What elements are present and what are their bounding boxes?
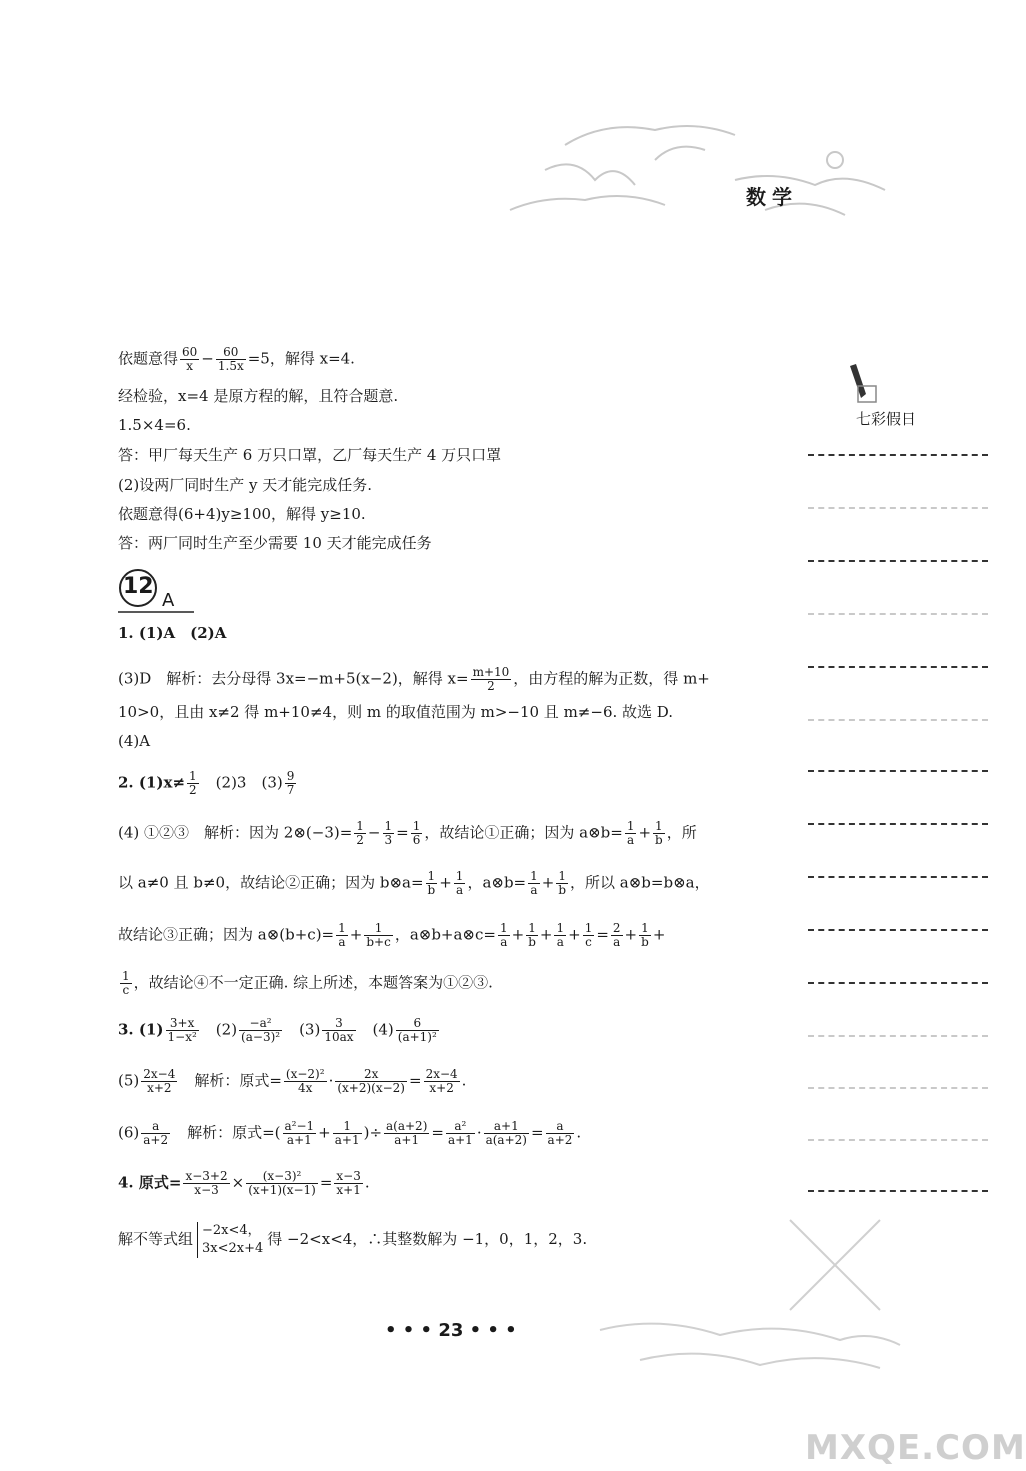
note-line xyxy=(808,1139,988,1141)
text-line: 解不等式组 −2x<4， 3x<2x+4 得 −2<x<4，∴其整数解为 −1，0，1，2，3. xyxy=(118,1223,588,1256)
note-line xyxy=(808,666,988,668)
text-line: (6) $\frac{a}{a+2}$ 解析：原式=( $\frac{\text{a²−1}}{a+1}$ + $\frac{1}{a+1}$ )÷ $\frac{a(a+2)}{a+1}$ = $\frac{\text{a²}}{a+1}$ · $\frac{a+1}{a(a+2)}$ = $\frac{a}{a+2}$ . xyxy=(118,1119,582,1147)
note-line xyxy=(808,613,988,615)
note-line xyxy=(808,770,988,772)
footer-ornament xyxy=(600,1200,900,1380)
text-line: 依题意得 $\frac{60}{x}$ − $\frac{60}{1.5x}$ =5，解得 x=4. xyxy=(118,345,355,373)
text-line: (2)设两厂同时生产 y 天才能完成任务. xyxy=(118,476,373,494)
note-line xyxy=(808,929,988,931)
text-line: $\frac{1}{c}$ ，故结论④不一定正确. 综上所述，本题答案为①②③. xyxy=(122,969,493,997)
watermark: MXQE.COM xyxy=(805,1428,1026,1468)
question-1: 1. (1)A (2)A xyxy=(118,624,227,642)
section-part: A xyxy=(162,590,175,611)
section-badge xyxy=(116,566,196,618)
note-line xyxy=(808,1190,988,1192)
note-line xyxy=(808,982,988,984)
inequality-system: −2x<4， 3x<2x+4 xyxy=(197,1222,263,1258)
note-line xyxy=(808,1035,988,1037)
header-ornament xyxy=(505,100,895,240)
text-line: 1.5×4=6. xyxy=(118,416,191,434)
text-line: (3)D 解析：去分母得 3x=−m+5(x−2)，解得 x= $\frac{m+10}{2}$ ，由方程的解为正数，得 m+ xyxy=(118,665,710,693)
note-line xyxy=(808,507,988,509)
note-line xyxy=(808,1087,988,1089)
text-line: 答：甲厂每天生产 6 万只口罩，乙厂每天生产 4 万只口罩 xyxy=(118,446,502,464)
note-line xyxy=(808,823,988,825)
text-line: (4) ①②③ 解析：因为 2⊗(−3)= $\frac{1}{2}$ − $\frac{1}{3}$ = $\frac{1}{6}$ ，故结论①正确；因为 a⊗b= $\frac{1}{a}$ + $\frac{1}{b}$ ，所 xyxy=(118,819,697,847)
question-2: 2. (1)x≠ $\frac{1}{2}$ (2)3 (3) $\frac{9}{7}$ xyxy=(118,769,295,797)
text-line: 以 a≠0 且 b≠0，故结论②正确；因为 b⊗a= $\frac{1}{b}$ + $\frac{1}{a}$ ，a⊗b= $\frac{1}{a}$ + $\frac{1}{b}$ ，所以 a⊗b=b⊗a， xyxy=(118,869,710,897)
text-line: 故结论③正确；因为 a⊗(b+c)= $\frac{1}{a}$ + $\frac{1}{b+c}$ ，a⊗b+a⊗c= $\frac{1}{a}$ + $\frac{1}{b}$ + $\frac{1}{a}$ + $\frac{1}{c}$ = $\frac{2}{a}$ + $\frac{1}{b}$ + xyxy=(118,921,666,949)
subject-title: 数学 xyxy=(746,185,798,209)
text-line: 经检验，x=4 是原方程的解，且符合题意. xyxy=(118,387,399,405)
text-line: 答：两厂同时生产至少需要 10 天才能完成任务 xyxy=(118,534,432,552)
section-number: 12 xyxy=(123,574,154,599)
text-line: 10>0，且由 x≠2 得 m+10≠4，则 m 的取值范围为 m>−10 且 m≠−6. 故选 D. xyxy=(118,703,674,721)
text-line: (4)A xyxy=(118,732,151,750)
note-line xyxy=(808,560,988,562)
page-number: • • • 23 • • • xyxy=(385,1320,517,1341)
question-4: 4. 原式= $\frac{x-3+2}{x-3}$ × $\frac{\text{(x−3)²}}{(x+1)(x-1)}$ = $\frac{x-3}{x+1}$ . xyxy=(118,1169,370,1197)
sidebar-brand: 七彩假日 xyxy=(856,410,917,428)
note-line xyxy=(808,454,988,456)
text-line: 依题意得(6+4)y≥100，解得 y≥10. xyxy=(118,505,366,523)
note-line xyxy=(808,876,988,878)
text-line: (5) $\frac{2x-4}{x+2}$ 解析：原式= $\frac{\text{(x−2)²}}{4x}$ · $\frac{2x}{(x+2)(x-2)}$ = $\frac{2x-4}{x+2}$ . xyxy=(118,1067,467,1095)
pen-icon xyxy=(846,364,878,404)
question-3: 3. (1) $\frac{3+x}{\text{1−x²}}$ (2) $\frac{\text{−a²}}{\text{(a−3)²}}$ (3) $\frac{3}{10ax}$ (4) $\frac{6}{\text{(a+1)²}}$ xyxy=(118,1016,437,1044)
note-line xyxy=(808,719,988,721)
